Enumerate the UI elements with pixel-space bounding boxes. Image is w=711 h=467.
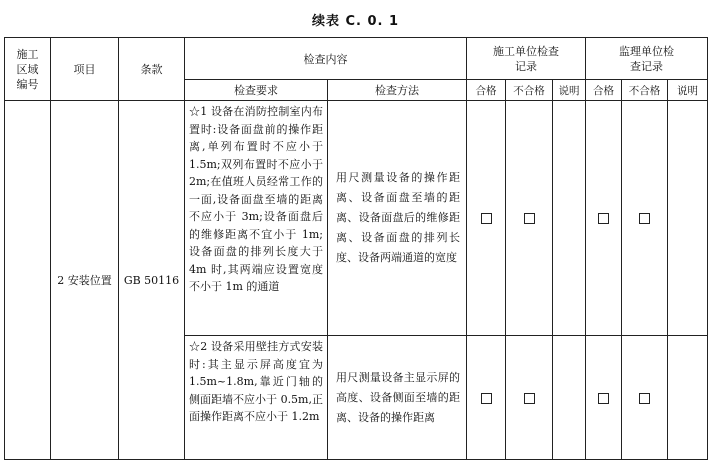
checkbox[interactable] — [639, 213, 650, 224]
header-construction-note: 说明 — [553, 80, 586, 101]
checkbox[interactable] — [524, 213, 535, 224]
supervision-note-cell — [668, 336, 708, 460]
header-item: 项目 — [51, 38, 119, 101]
checkbox[interactable] — [524, 393, 535, 404]
header-supervision-fail: 不合格 — [622, 80, 668, 101]
checkbox[interactable] — [598, 213, 609, 224]
supervision-pass-cell — [586, 336, 622, 460]
supervision-pass-cell — [586, 101, 622, 336]
construction-pass-cell — [467, 101, 506, 336]
zone-cell — [5, 101, 51, 460]
header-supervision-pass: 合格 — [586, 80, 622, 101]
method-cell: 用尺测量设备主显示屏的高度、设备侧面至墙的距离、设备的操作距离 — [328, 336, 467, 460]
construction-note-cell — [553, 101, 586, 336]
requirement-cell: ☆1 设备在消防控制室内布置时:设备面盘前的操作距离,单列布置时不应小于 1.5m;双列布置时不应小于 2m;在值班人员经常工作的一面,设备面盘至墙的距离不应小于 3m;设备面盘后的维修距离不宜小于 1m;设备面盘的排列长度大于4m 时,其两端应设置宽度不小于 1m 的通道 — [185, 101, 328, 336]
checkbox[interactable] — [639, 393, 650, 404]
supervision-fail-cell — [622, 336, 668, 460]
inspection-table — [4, 37, 708, 460]
table-title: 续表 C. 0. 1 — [311, 14, 400, 29]
clause-cell: GB 50116 — [119, 101, 185, 460]
checkbox[interactable] — [598, 393, 609, 404]
requirement-cell: ☆2 设备采用壁挂方式安装时:其主显示屏高度宜为 1.5m~1.8m,靠近门轴的侧面距墙不应小于 0.5m,正面操作距离不应小于 1.2m — [185, 336, 328, 460]
header-clause: 条款 — [119, 38, 185, 101]
construction-fail-cell — [506, 101, 553, 336]
construction-pass-cell — [467, 336, 506, 460]
construction-fail-cell — [506, 336, 553, 460]
header-supervision-note: 说明 — [668, 80, 708, 101]
header-zone: 施工区域编号 — [5, 38, 51, 101]
header-method: 检查方法 — [328, 80, 467, 101]
header-construction-record: 施工单位检查记录 — [467, 38, 586, 80]
header-content: 检查内容 — [185, 38, 467, 80]
checkbox[interactable] — [481, 393, 492, 404]
project-cell: 2 安装位置 — [51, 101, 119, 460]
supervision-fail-cell — [622, 101, 668, 336]
header-construction-pass: 合格 — [467, 80, 506, 101]
header-construction-fail: 不合格 — [506, 80, 553, 101]
supervision-note-cell — [668, 101, 708, 336]
table-row — [5, 101, 708, 336]
header-supervision-record: 监理单位检查记录 — [586, 38, 708, 80]
checkbox[interactable] — [481, 213, 492, 224]
method-cell: 用尺测量设备的操作距离、设备面盘至墙的距离、设备面盘后的维修距离、设备面盘的排列长度、设备两端通道的宽度 — [328, 101, 467, 336]
header-requirement: 检查要求 — [185, 80, 328, 101]
construction-note-cell — [553, 336, 586, 460]
